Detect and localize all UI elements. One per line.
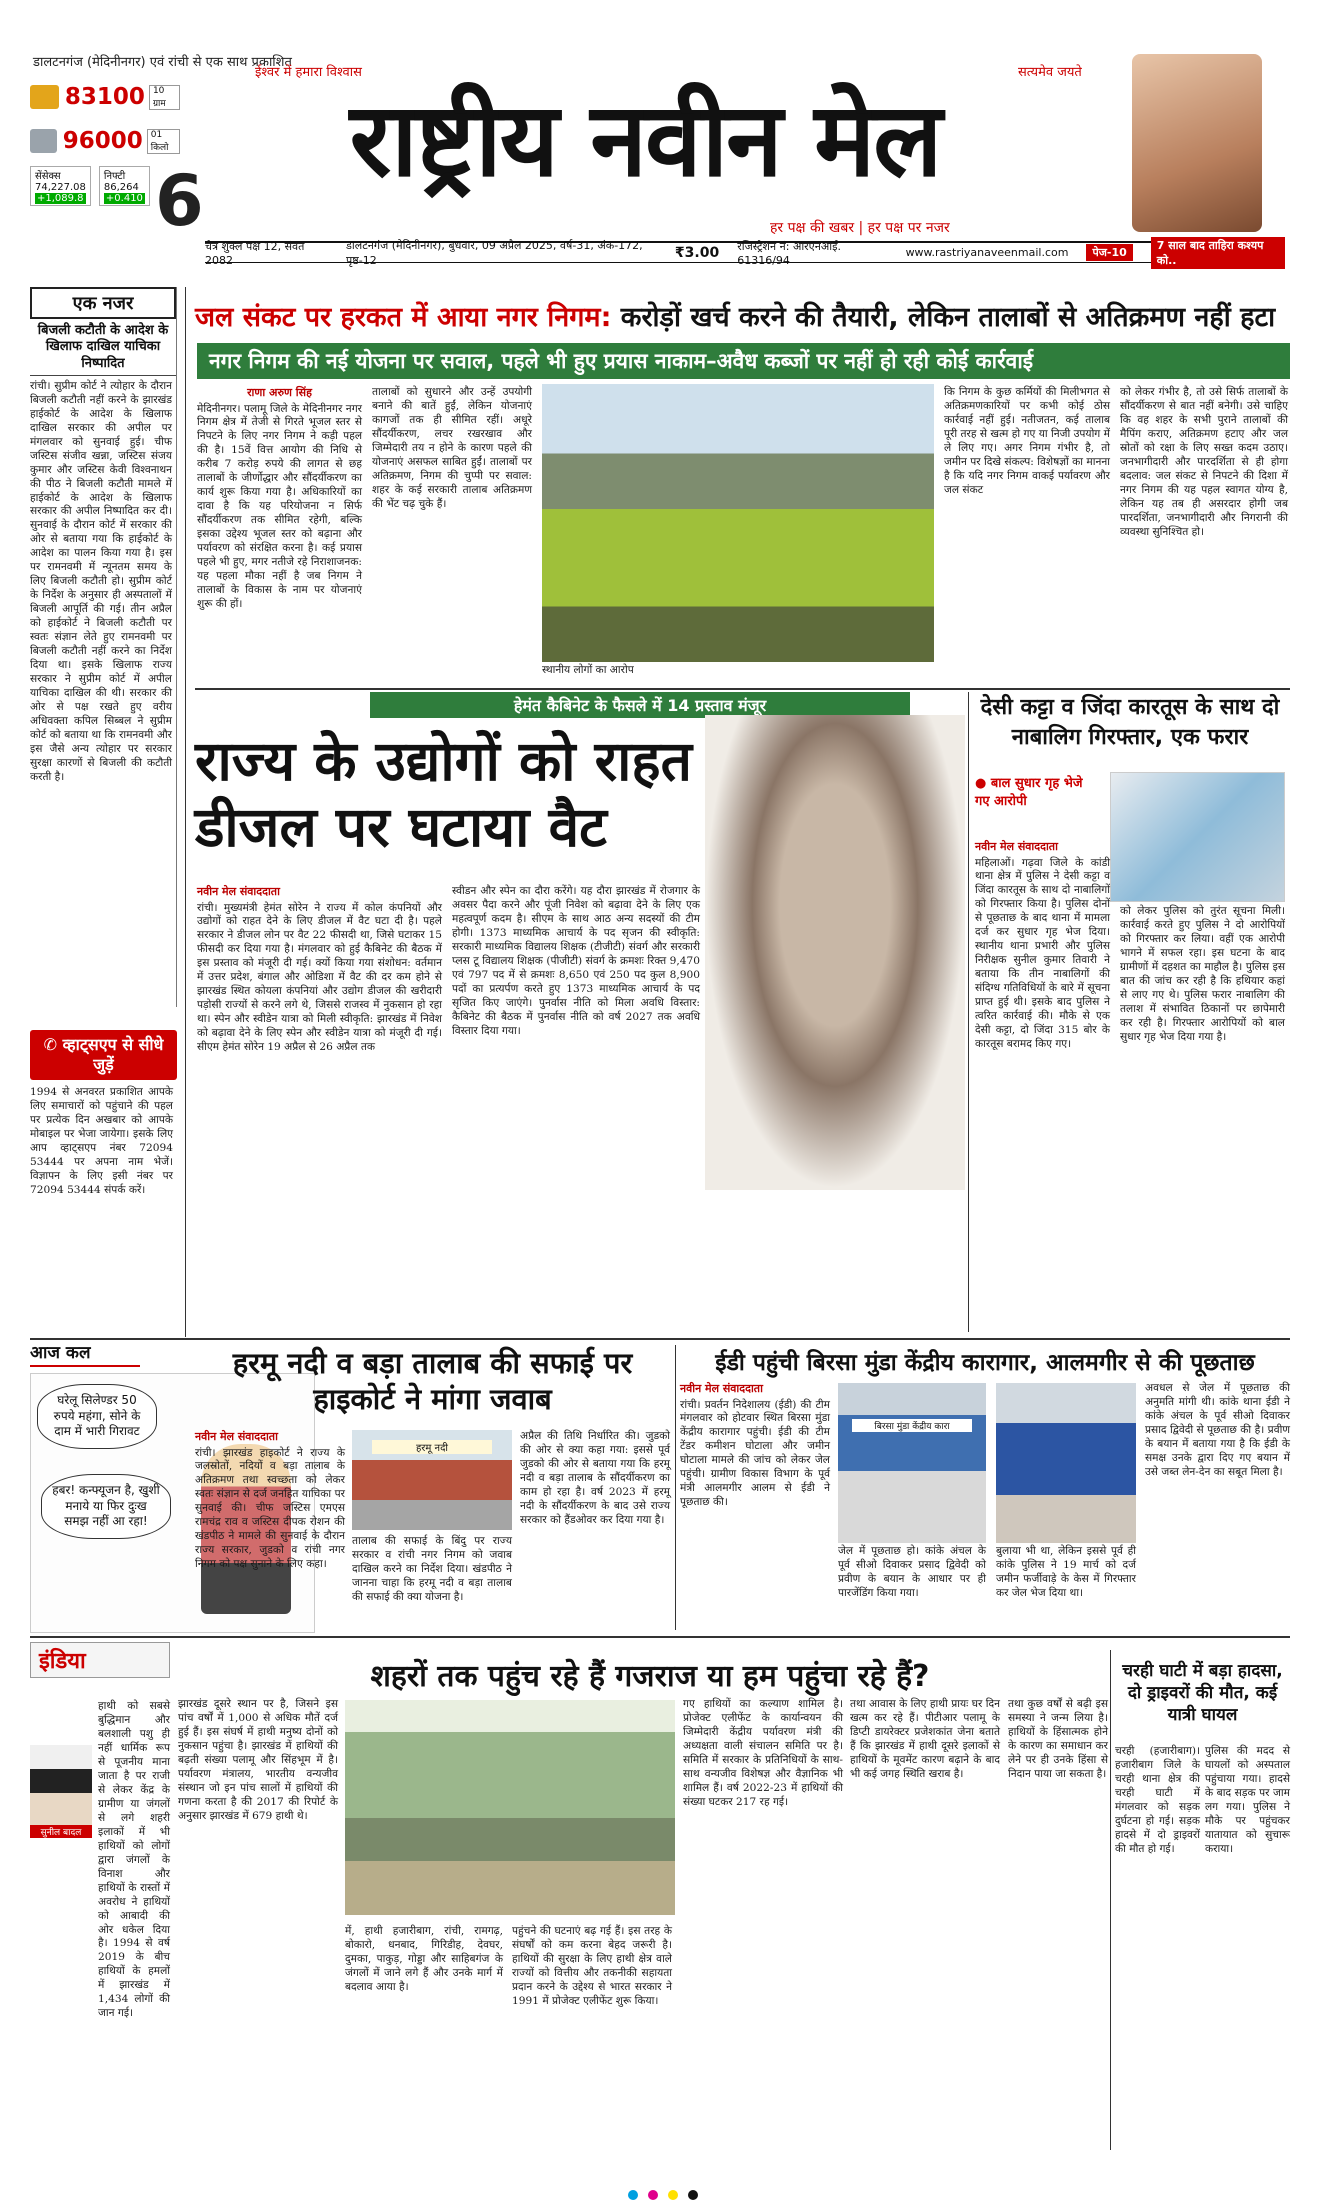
story5-headline: ईडी पहुंची बिरसा मुंडा केंद्रीय कारागार, आलमगीर से की पूछताछ	[715, 1350, 1255, 1376]
story1-headline	[195, 297, 1290, 339]
story5-column-3: बुलाया भी था, लेकिन इससे पूर्व ही कांके पुलिस ने 19 मार्च को दर्ज जमीन फर्जीवाड़े के केस में गिरफ्तार कर जेल भेज दिया था।	[996, 1545, 1136, 1599]
story6-column-5: तथा आवास के लिए हाथी प्रायः घर दिन खत्म कर रहे हैं। पीटीआर पलामू के डिप्टी डायरेक्टर प्रजेशकांत जेना बताते हैं कि झारखंड में हाथी दूसरे इलाकों से हाथियों के मूवमेंट कारण बढ़ाने के बाद भी कई जगह स्थिति खराब है।	[850, 1698, 1000, 1780]
story2-kicker: हेमंत कैबिनेट के फैसले में 14 प्रस्ताव मंजूर	[370, 692, 910, 718]
story6-column-2: में, हाथी हजारीबाग, रांची, रामगढ़, बोकारो, धनबाद, गिरिडीह, देवघर, दुमका, पाकुड़, गोड्डा और साहिबगंज के जंगलों में जाने लगे हैं और उनके मार्ग में बदलाव आया है।	[345, 1925, 503, 1993]
story2-text-1: रांची। मुख्यमंत्री हेमंत सोरेन ने राज्य में कोल कंपनियों और उद्योगों को राहत देने के लिए डीजल में वैट घटा दी है। पहले सरकार ने डीजल लोन पर वैट 22 फीसदी था, जिसे घटाकर 15 फीसदी कर दिया गया है। मंगलवार को हुई कैबिनेट की बैठक में इस प्रस्ताव को मंजूरी दी गई। क्यों किया गया संशोधन: वर्तमान में उत्तर प्रदेश, बंगाल और ओडिशा में वैट की दर कम होने से झारखंड स्थित कोयला कंपनियां और उद्योग डीजल की खरीदारी पड़ोसी राज्यों से करने लगे थे, जिससे राजस्व में नुकसान हो रहा था। स्पेन और स्वीडेन यात्रा को मिली स्वीकृति: झारखंड में निवेश को बढ़ावा देने के लिए स्पेन और स्वीडेन यात्रा को मंजूरी दी गई। सीएम हेमंत सोरेन 19 अप्रैल से 26 अप्रैल तक	[197, 901, 442, 1054]
ek-nazar-column	[30, 287, 177, 1007]
jail-sign: बिरसा मुंडा केंद्रीय कारा	[852, 1419, 972, 1432]
story7-headline: चरही घाटी में बड़ा हादसा, दो ड्राइवरों की मौत, कई यात्री घायल	[1122, 1661, 1283, 1726]
story4-column-2: तालाब की सफाई के बिंदु पर राज्य सरकार व रांची नगर निगम को जवाब दाखिल करने का निर्देश दिया। खंडपीठ ने जानना चाहा कि हरमू नदी व बड़ा तालाब की सफाई की क्या योजना है।	[352, 1535, 512, 1603]
story5-column-2: जेल में पूछताछ हो। कांके अंचल के पूर्व सीओ दिवाकर प्रसाद द्विवेदी को प्रवीण के बयान के आधार पर ही पारजेंडिंग किया गया।	[838, 1545, 986, 1599]
sensex-box	[30, 166, 91, 206]
story3-column-2: को लेकर पुलिस को तुरंत सूचना मिली। कार्रवाई करते हुए पुलिस ने दो आरोपियों को गिरफ्तार कर लिया। वहीं एक आरोपी भागने में सफल रहा। इस घटना के बाद ग्रामीणों में दहशत का माहौल है। पुलिस इस बात की जांच कर रही है कि हथियार कहां से लाए गए थे। पुलिस फरार नाबालिग की तलाश में संभावित ठिकानों पर छापेमारी कर रही है। गिरफ्तार आरोपियों को बाल सुधार गृह भेज दिया गया है।	[1120, 905, 1285, 1043]
section-label-ek-nazar: एक नजर	[30, 287, 176, 319]
story6-column-3: पहुंचने की घटनाएं बढ़ गई हैं। इस तरह के संघर्षों को कम करना बेहद जरूरी है। हाथियों की सुरक्षा के लिए हाथी क्षेत्र वाले राज्यों को वित्तीय और तकनीकी सहायता प्रदान करने के उद्देश्य से भारत सरकार ने 1991 में प्रोजेक्ट एलीफेंट शुरू किया।	[512, 1925, 672, 2007]
story1-pond-photo	[542, 384, 934, 662]
story4-column-1	[195, 1430, 345, 1630]
story3-byline: नवीन मेल संवाददाता	[975, 840, 1058, 853]
elephant-photo	[345, 1700, 675, 1915]
registration-number: रजिस्ट्रेशन नं: आरएनआई. 61316/94	[737, 239, 842, 267]
bullet-icon: ●	[975, 776, 991, 791]
aajkal-label: आज कल	[30, 1340, 140, 1367]
story6-column-1: झारखंड दूसरे स्थान पर है, जिसने इस पांच वर्षों में 1,000 से अधिक मौतें दर्ज हुई हैं। इस संघर्ष में हाथी मनुष्य दोनों को नुकसान पहुंचा है। झारखंड में हाथियों की बढ़ती संख्या पलामू और सिंहभूम में है। पर्यावरण मंत्रालय, भारतीय वन्यजीव संस्थान जो इन पांच सालों में हाथियों की गणना करता है की 2017 की रिपोर्ट के अनुसार झारखंड में 679 हाथी थे।	[178, 1698, 338, 1822]
story1-headline-black: करोड़ों खर्च करने की तैयारी, लेकिन तालाबों से अतिक्रमण नहीं हटा	[611, 302, 1276, 333]
story1-column-3: कि निगम के कुछ कर्मियों की मिलीभगत से अतिक्रमणकारियों पर कभी कोई ठोस कार्रवाई नहीं हुई। नतीजतन, कई तालाब पूरी तरह से खत्म हो गए या निजी उपयोग में ले लिए गए। अगर निगम गंभीर है, तो जमीन पर दिखे संकल्प: विशेषज्ञों का मानना है कि यदि नगर निगम वाकई पर्यावरण और जल संकट	[944, 386, 1110, 496]
website-link[interactable]: www.rastriyanaveenmail.com	[905, 246, 1069, 259]
column-rule	[675, 1345, 676, 1630]
story4-text-1: रांची। झारखंड हाइकोर्ट ने राज्य के जलस्रोतों, नदियों व बड़ा तालाब के अतिक्रमण तथा स्वच्छता को लेकर स्वतः संज्ञान से दर्ज जनहित याचिका पर सुनवाई की। चीफ जस्टिस एमएस रामचंद्र राव व जस्टिस दीपक रोशन की खंडपीठ ने मामले की सुनवाई के दौरान राज्य सरकार, जुडको व रांची नगर निगम को पक्ष सुनाने के लिए कहा।	[195, 1446, 345, 1571]
cartoon-bubble-news: घरेलू सिलेण्डर 50 रुपये महंगा, सोने के दाम में भारी गिरावट	[37, 1384, 157, 1449]
celebrity-photo	[1132, 54, 1262, 232]
story3-headline: देसी कट्टा व जिंदा कारतूस के साथ दो नाबालिग गिरफ्तार, एक फरार	[980, 695, 1280, 750]
story4-photo-sign: हरमू नदी	[372, 1440, 492, 1454]
newspaper-name: राष्ट्रीय नवीन मेल	[349, 81, 941, 200]
nifty-box	[99, 166, 150, 206]
registration-marks	[30, 2190, 1295, 2196]
story4-headline: हरमू नदी व बड़ा तालाब की सफाई पर हाइकोर्ट ने मांगा जवाब	[232, 1346, 633, 1417]
story1-byline: राणा अरुण सिंह	[247, 386, 312, 399]
whatsapp-promo	[30, 1030, 177, 1340]
left-body: रांची। सुप्रीम कोर्ट ने त्योहार के दौरान बिजली कटौती नहीं करने के झारखंड हाईकोर्ट के आदेश के खिलाफ दाखिल सरकार की अपील पर मंगलवार को सुनवाई हुई। चीफ जस्टिस संजीव खन्ना, जस्टिस संजय कुमार और जस्टिस केवी विश्वनाथन की पीठ ने बिजली कटौती मामले में हाईकोर्ट के आदेश के खिलाफ सरकार की अपील निष्पादित कर दी। सुनवाई के दौरान कोर्ट में सरकार की ओर से बताया गया कि हाईकोर्ट के आदेश का पालन किया गया है। इस पर रामनवमी में न्यूनतम समय के लिए बिजली कटौती हो। सुप्रीम कोर्ट के निर्देश के अनुसार ही अस्पतालों में बिजली आपूर्ति की गई। तीन अप्रैल को हाईकोर्ट ने बिजली कटौती पर स्वतः संज्ञान लेते हुए रामनवमी पर बिजली कटौती नहीं करने का निर्देश दिया था। इसके खिलाफ राज्य सरकार ने सुप्रीम कोर्ट में अपील याचिका दाखिल की थी। सरकार की ओर से पक्ष रखते हुए वरीय अधिवक्ता कपिल सिब्बल ने सुप्रीम कोर्ट को बताया था कि रामनवमी और इस जैसे अन्य त्योहार पर सरकार सुरक्षा कारणों से बिजली की कटौती करती है।	[30, 379, 172, 783]
row-rule	[30, 1338, 1290, 1340]
whatsapp-label: व्हाट्सएप से सीधे जुड़ें	[62, 1035, 164, 1074]
column-rule	[968, 692, 969, 1332]
story6-headline: शहरों तक पहुंच रहे हैं गजराज या हम पहुंचा रहे हैं?	[370, 1659, 930, 1694]
story5-column-4: अवधल से जेल में पूछताछ की अनुमति मांगी थी। कांके थाना ईडी ने कांके अंचल के पूर्व सीओ दिवाकर प्रसाद द्विवेदी से पूछताछ की है। प्रवीण के बयान में बताया गया है कि ईडी के समक्ष उनके द्वारा दिए गए बयान में उसे जब्त लेन-देन का सबूत मिला है।	[1145, 1382, 1290, 1478]
nifty-label: निफ्टी	[103, 171, 126, 182]
story1-subheadline: नगर निगम की नई योजना पर सवाल, पहले भी हुए प्रयास नाकाम–अवैध कब्जों पर नहीं हो रही कोई कार्रवाई	[197, 343, 1290, 379]
story1-headline-red: जल संकट पर हरकत में आया नगर निगम:	[195, 302, 612, 333]
silver-value: 96000	[62, 128, 143, 154]
promo-teaser[interactable]: 7 साल बाद ताहिरा कश्यप को..	[1151, 237, 1285, 269]
issue-date: डालटनगंज (मेदिनीनगर), बुधवार, 09 अप्रैल 2025, वर्ष-31, अंक-172, पृष्ठ-12	[346, 238, 643, 267]
story2-byline: नवीन मेल संवाददाता	[197, 885, 280, 898]
section-label-india: इंडिया	[30, 1642, 170, 1678]
samvat-date: चैत्र शुक्ल पक्ष 12, संवत 2082	[205, 239, 305, 267]
ed-officers-photo	[996, 1383, 1136, 1543]
story4-byline: नवीन मेल संवाददाता	[195, 1430, 278, 1443]
column-rule	[1110, 1650, 1111, 2150]
story5-byline: नवीन मेल संवाददाता	[680, 1382, 763, 1395]
silver-unit: 01 किलो	[147, 129, 180, 154]
story6-column-4: गए हाथियों का कल्याण शामिल है। प्रोजेक्ट एलीफेंट के कार्यान्वयन की जिम्मेदारी केंद्रीय पर्यावरण मंत्री की अध्यक्षता वाली संचालन समिति पर है। समिति में सरकार के प्रतिनिधियों के साथ-साथ वन्यजीव विशेषज्ञ और वैज्ञानिक भी शामिल हैं। वर्ष 2022-23 में हाथियों की संख्या घटकर 217 रह गई।	[683, 1698, 843, 1808]
motto-right: सत्यमेव जयते	[1018, 65, 1082, 80]
story3-kicker-text: बाल सुधार गृह भेजे गए आरोपी	[975, 776, 1083, 809]
story3-text-1: महिलाओं। गढ़वा जिले के कांडी थाना क्षेत्र में पुलिस ने देसी कट्टा व जिंदा कारतूस के साथ दो नाबालिगों को गिरफ्तार किया है। पुलिस दोनों से पूछताछ के बाद थाना में मामला दर्ज कर सुधार गृह भेज दिया। स्थानीय थाना प्रभारी और पुलिस निरीक्षक सुनील कुमार तिवारी ने बताया कि तीन नाबालिगों की संदिग्ध गतिविधियों के बारे में सूचना प्राप्त हुई थी। इसके बाद पुलिस ने त्वरित कार्रवाई की। मौके से एक देसी कट्टा, दो जिंदा 315 बोर के कारतूस बरामद किए गए।	[975, 856, 1110, 1051]
black-dot	[688, 2190, 698, 2200]
gold-value: 83100	[64, 84, 145, 110]
story6-column-6: तथा कुछ वर्षों से बढ़ी इस समस्या ने जन्म लिया है। हाथियों के हिंसात्मक होने के कारण का समाधान कर लेने पर ही उनके हिंसा से निदान पाया जा सकता है।	[1008, 1698, 1108, 1780]
sensex-value: 74,227.08	[35, 182, 86, 193]
harmu-river-photo	[352, 1430, 512, 1530]
silver-bar-icon	[30, 129, 57, 153]
cyan-dot	[628, 2190, 638, 2200]
motto-left: ईश्वर में हमारा विश्वास	[255, 65, 362, 80]
story1-caption: स्थानीय लोगों का आरोप	[542, 664, 634, 676]
story2-column-1	[197, 885, 442, 1335]
india-body: हाथी को सबसे बुद्धिमान और बलशाली पशु ही नहीं धार्मिक रूप से पूजनीय माना जाता है पर राजी से लेकर केंद्र के ग्रामीण या जंगलों से लगे शहरी इलाकों में भी हाथियों को लोगों द्वारा जंगलों के विनाश और हाथियों के रास्तों में अवरोध ने हाथियों को आबादी की ओर धकेल दिया है। 1994 से वर्ष 2019 के बीच हाथियों के हमलों में झारखंड में 1,434 लोगों की जान गई।	[98, 1700, 170, 2020]
story7-column-1: चरही (हजारीबाग)। हजारीबाग जिले के चरही थाना क्षेत्र की चरही घाटी में मंगलवार को सड़क दुर्घटना हो गई। सड़क हादसे में दो ड्राइवरों की मौत हो गई।	[1115, 1745, 1200, 1855]
story1-column-1	[197, 386, 362, 686]
whatsapp-icon: ✆	[43, 1035, 63, 1054]
left-headline: बिजली कटौती के आदेश के खिलाफ दाखिल याचिका निष्पादित	[30, 323, 176, 376]
edition-line: डालटनगंज (मेदिनीनगर) एवं रांची से एक साथ प्रकाशित	[33, 55, 292, 70]
story1-text-1: मेदिनीनगर। पलामू जिले के मेदिनीनगर नगर निगम क्षेत्र में तेजी से गिरते भूजल स्तर से निपटने के लिए नगर निगम ने कड़ी पहल की है। 15वें वित्त आयोग की निधि से करीब 7 करोड़ रुपये की लागत से छह तालाबों के जीर्णोद्धार और सौंदर्यीकरण का कार्य शुरू किया गया है। अधिकारियों का दावा है कि यह परियोजना न सिर्फ सौंदर्यीकरण तक सीमित रहेगी, बल्कि इसका उद्देश्य भूजल स्तर को बढ़ाना और पर्यावरण को संरक्षित करना है। कई प्रयास पहले भी हुए, मगर नतीजे रहे निराशाजनक: यह पहला मौका नहीं है जब निगम ने तालाबों के विकास के नाम पर योजनाएं शुरू की हों।	[197, 402, 362, 611]
story3-column-1	[975, 820, 1110, 1330]
story2-headline: राज्य के उद्योगों को राहत डीजल पर घटाया वैट	[195, 729, 692, 859]
dateline-bar	[205, 238, 1285, 267]
yellow-dot	[668, 2190, 678, 2200]
silver-price	[30, 122, 180, 160]
chief-minister-photo	[705, 715, 965, 1190]
story5-column-1	[680, 1382, 830, 1630]
cartoon-bubble-speech: हबर! कन्फ्यूजन है, खुशी मनाये या फिर दुःख समझ नहीं आ रहा!	[41, 1474, 171, 1539]
page-number: पेज-10	[1086, 244, 1132, 261]
row-rule	[195, 688, 1290, 690]
story7-column-2: पुलिस की मदद से घायलों को अस्पताल पहुंचाया गया। हादसे के बाद सड़क पर जाम लग गया। पुलिस ने मौके पर पहुंचकर यातायात को सुचारू कराया।	[1205, 1745, 1290, 1855]
sensex-label: सेंसेक्स	[35, 171, 61, 182]
gold-unit: 10 ग्राम	[149, 85, 180, 110]
gold-price	[30, 78, 180, 116]
jail-gate-photo	[838, 1383, 986, 1543]
sensex-change: +1,089.8	[35, 193, 86, 204]
newspaper-nameplate	[235, 80, 1055, 215]
cover-price: ₹3.00	[674, 244, 720, 261]
columnist-photo	[30, 1745, 92, 1825]
seized-weapons-photo	[1110, 772, 1285, 902]
masthead-logo-glyph: 6	[155, 160, 204, 242]
columnist-name: सुनील बादल	[30, 1825, 92, 1838]
story2-column-2: स्वीडन और स्पेन का दौरा करेंगे। यह दौरा झारखंड में रोजगार के अवसर पैदा करने और पूंजी निवेश को बढ़ावा देने के लिए एक महत्वपूर्ण कदम है। सीएम के साथ आठ अन्य सदस्यों की टीम होगी। 1373 माध्यमिक आचार्य के पद सृजन की स्वीकृति: सरकारी माध्यमिक विद्यालय शिक्षक (टीजीटी) संवर्ग और सरकारी प्लस टू विद्यालय शिक्षक (पीजीटी) संवर्ग के क्रमशः रिक्त 9,470 एवं 797 पद में से क्रमशः 8,650 एवं 250 पद कुल 8,900 पदों का प्रत्यर्पण करते हुए 1373 माध्यमिक आचार्य के पद सृजित किए जाएंगे। पुनर्वास नीति को मिला अवधि विस्तार: कैबिनेट की बैठक में पुनर्वास नीति को वर्ष 2027 तक अवधि विस्तार दिया गया।	[452, 885, 700, 1037]
story5-text-1: रांची। प्रवर्तन निदेशालय (ईडी) की टीम मंगलवार को होटवार स्थित बिरसा मुंडा केंद्रीय कारागार पहुंची। ईडी की टीम टेंडर कमीशन घोटाला और जमीन घोटाला मामले की जांच को लेकर जेल पहुंची। ग्रामीण विकास विभाग के पूर्व मंत्री आलमगीर आलम से ईडी ने पूछताछ की।	[680, 1398, 830, 1509]
story1-column-4: को लेकर गंभीर है, तो उसे सिर्फ तालाबों के सौंदर्यीकरण से बात नहीं बनेगी। उसे चाहिए कि वह शहर के सभी पुराने तालाबों की मैपिंग कराए, अतिक्रमण हटाए और जल स्रोतों को रक्षा के लिए सख्त कदम उठाए। जनभागीदारी और पारदर्शिता से ही होगा बदलाव: जल संकट से निपटने की दिशा में नगर निगम की यह पहल स्वागत योग्य है, लेकिन यह तब ही असरदार होगी जब पारदर्शिता, जनभागीदारी और निगरानी की व्यवस्था सुनिश्चित हो।	[1120, 386, 1288, 538]
story1-column-2: तालाबों को सुधारने और उन्हें उपयोगी बनाने की बातें हुईं, लेकिन योजनाएं कागजों तक ही सीमित रहीं। अधूरे सौंदर्यीकरण, लचर रखरखाव और जिम्मेदारी तय न होने के कारण पहले की योजनाएं असफल साबित हुईं। तालाबों पर अतिक्रमण, निगम की चुप्पी पर सवाल: शहर के कई सरकारी तालाब अतिक्रमण की भेंट चढ़ चुके हैं।	[372, 386, 532, 510]
column-rule	[185, 287, 186, 1337]
magenta-dot	[648, 2190, 658, 2200]
whatsapp-body: 1994 से अनवरत प्रकाशित आपके लिए समाचारों को पहुंचाने की पहल पर प्रत्येक दिन अखबार को आपके मोबाइल पर भेजा जायेगा। इसके लिए आप व्हाट्सएप नंबर 72094 53444 पर अपना नाम भेजें। विज्ञापन के लिए इसी नंबर पर 72094 53444 संपर्क करें।	[30, 1086, 173, 1196]
masthead-tagline: हर पक्ष की खबर | हर पक्ष पर नजर	[770, 220, 950, 236]
nifty-change: +0.410	[105, 193, 143, 204]
gold-bar-icon	[30, 85, 59, 109]
nifty-value: 86,264	[103, 182, 139, 193]
whatsapp-button[interactable]	[30, 1030, 177, 1080]
story3-kicker	[975, 775, 1095, 810]
row-rule	[30, 1636, 1290, 1638]
story4-column-3: अप्रैल की तिथि निर्धारित की। जुडको की ओर से क्या कहा गया: इससे पूर्व जुडको की ओर से बताया गया कि हरमू नदी व बड़ा तालाब के सौंदर्यीकरण का काम हो रहा है। वर्ष 2023 में हरमू नदी के सौंदर्यीकरण के बाद उसे राज्य सरकार को हैंडओवर कर दिया गया है।	[520, 1430, 670, 1526]
